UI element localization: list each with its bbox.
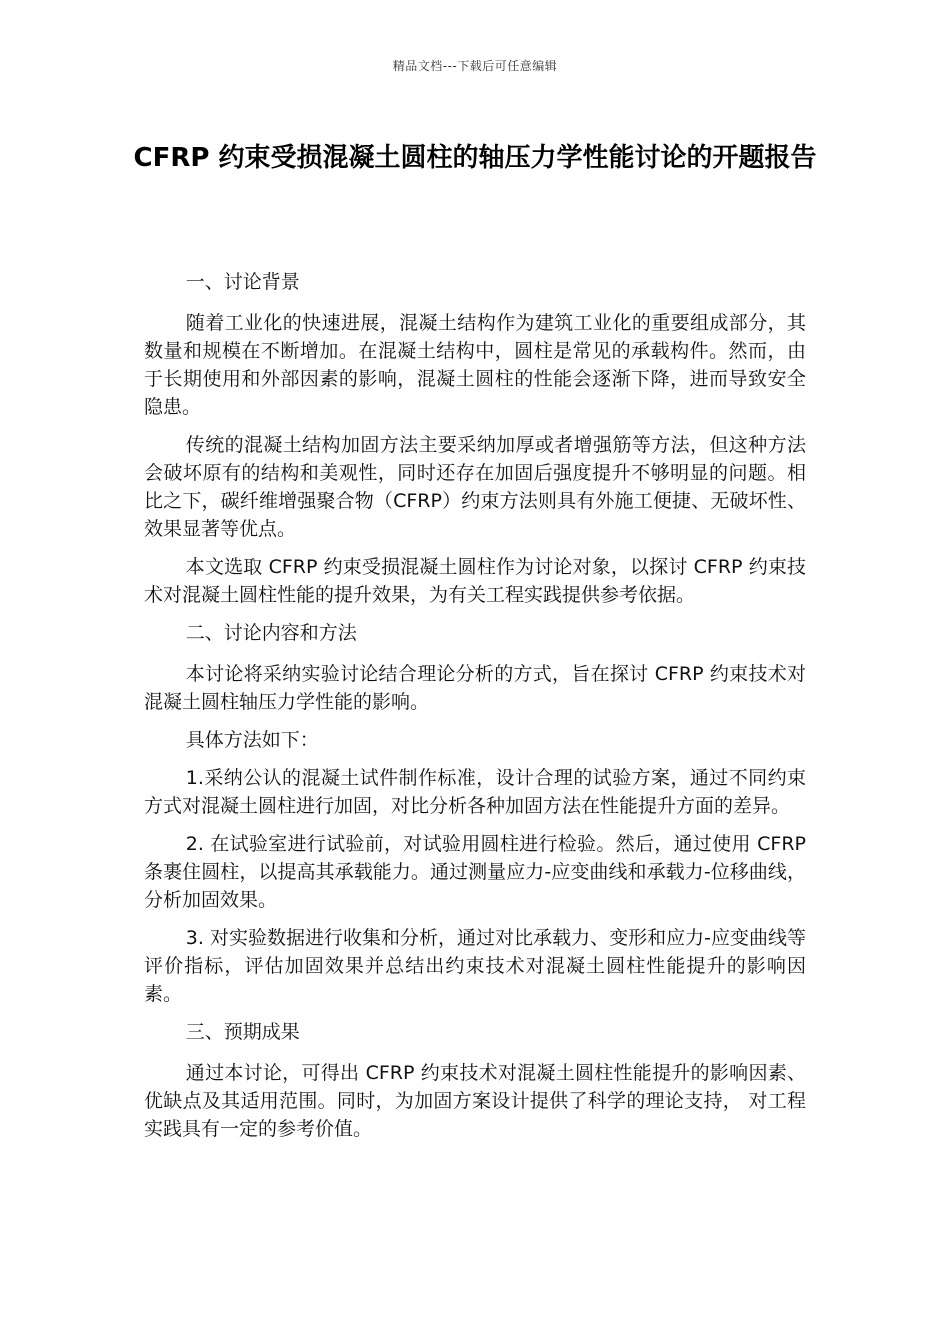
section-heading-expected-results: 三、预期成果 — [185, 1021, 300, 1043]
page-header-watermark: 精品文档---下载后可任意编辑 — [392, 59, 558, 73]
section-heading-content-method: 二、讨论内容和方法 — [185, 622, 357, 644]
paragraph-background-2: 传统的混凝土结构加固方法主要采纳加厚或者增强筋等方法，但这种方法会破坏原有的结构和美观性，同时还存在加固后强度提升不够明显的问题。相比之下，碳纤维增强聚合物（CFRP）约束方法则具有外施工便捷、无破坏性、效果显著等优点。 — [144, 434, 806, 540]
paragraph-content-method-2: 具体方法如下： — [185, 729, 319, 751]
method-item-3: 3. 对实验数据进行收集和分析，通过对比承载力、变形和应力-应变曲线等评价指标，评估加固效果并总结出约束技术对混凝土圆柱性能提升的影响因素。 — [144, 927, 806, 1005]
section-heading-background: 一、讨论背景 — [185, 271, 300, 293]
method-item-1: 1.采纳公认的混凝土试件制作标准，设计合理的试验方案，通过不同约束方式对混凝土圆柱进行加固，对比分析各种加固方法在性能提升方面的差异。 — [144, 767, 806, 817]
document-title: CFRP 约束受损混凝土圆柱的轴压力学性能讨论的开题报告 — [133, 143, 817, 173]
paragraph-background-1: 随着工业化的快速进展，混凝土结构作为建筑工业化的重要组成部分，其数量和规模在不断增加。在混凝土结构中，圆柱是常见的承载构件。然而，由于长期使用和外部因素的影响，混凝土圆柱的性能会逐渐下降，进而导致安全隐患。 — [144, 312, 806, 418]
paragraph-background-3: 本文选取 CFRP 约束受损混凝土圆柱作为讨论对象，以探讨 CFRP 约束技术对混凝土圆柱性能的提升效果，为有关工程实践提供参考依据。 — [144, 556, 806, 606]
document-body — [144, 268, 806, 1153]
paragraph-content-method-1: 本讨论将采纳实验讨论结合理论分析的方式，旨在探讨 CFRP 约束技术对混凝土圆柱轴压力学性能的影响。 — [144, 663, 806, 713]
method-item-2: 2. 在试验室进行试验前，对试验用圆柱进行检验。然后，通过使用 CFRP 条裹住圆柱，以提高其承载能力。通过测量应力-应变曲线和承载力-位移曲线，分析加固效果。 — [144, 833, 806, 911]
paragraph-expected-results-1: 通过本讨论，可得出 CFRP 约束技术对混凝土圆柱性能提升的影响因素、优缺点及其适用范围。同时，为加固方案设计提供了科学的理论支持， 对工程实践具有一定的参考价值。 — [144, 1062, 806, 1140]
